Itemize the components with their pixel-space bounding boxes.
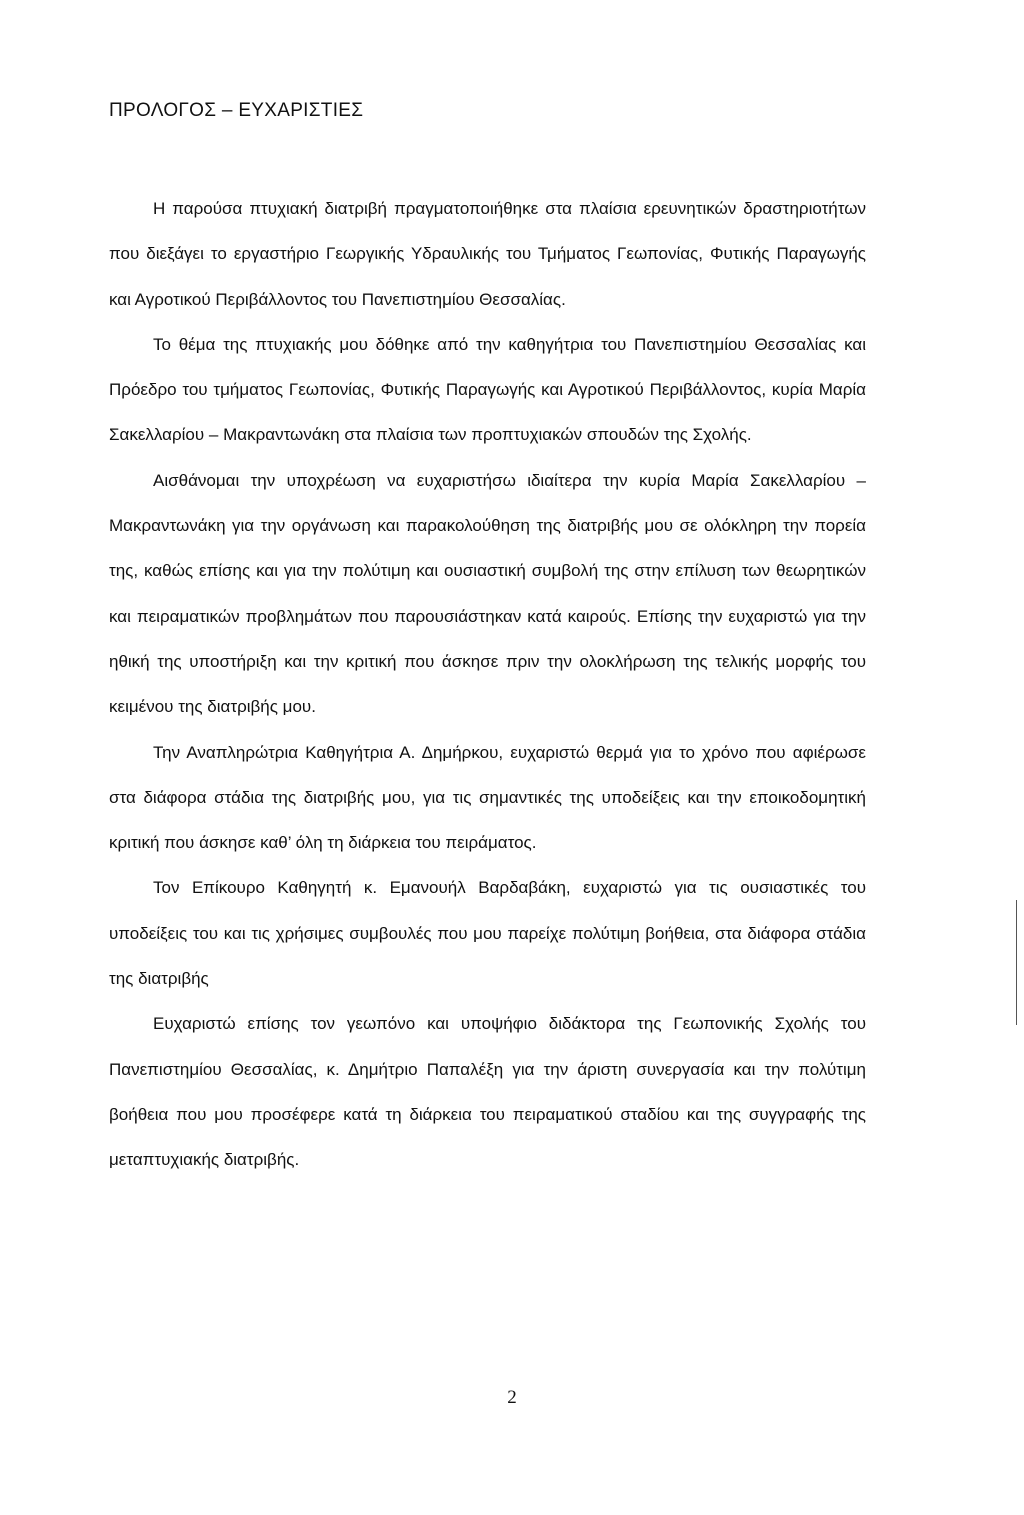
paragraph-assistant-professor-thanks: Τον Επίκουρο Καθηγητή κ. Εμανουήλ Βαρδαβάκη, ευχαριστώ για τις ουσιαστικές του υποδείξεις του και τις χρήσιμες συμβουλές που μου παρείχε πολύτιμη βοήθεια, στα διάφορα στάδια της διατριβής [109, 878, 866, 989]
paragraph-associate-professor-thanks: Την Αναπληρώτρια Καθηγήτρια Α. Δημήρκου, ευχαριστώ θερμά για το χρόνο που αφιέρωσε στα διάφορα στάδια της διατριβής μου, για τις σημαντικές της υποδείξεις και την εποικοδομητική κριτική που άσκησε καθ’ όλη τη διάρκεια του πειράματος. [109, 742, 866, 853]
page-title: ΠΡΟΛΟΓΟΣ – ΕΥΧΑΡΙΣΤΙΕΣ [109, 100, 364, 121]
paragraph-supervisor-thanks: Αισθάνομαι την υποχρέωση να ευχαριστήσω ιδιαίτερα την κυρία Μαρία Σακελλαρίου – Μακραντωνάκη για την οργάνωση και παρακολούθηση της διατριβής μου σε ολόκληρη την πορεία της, καθώς επίσης και για την πολύτιμη και ουσιαστική συμβολή της στην επίλυση των θεωρητικών και πειραματικών προβλημάτων που παρουσιάστηκαν κατά καιρούς. Επίσης την ευχαριστώ για την ηθική της υποστήριξη και την κριτική που άσκησε πριν την ολοκλήρωση της τελικής μορφής του κειμένου της διατριβής μου. [109, 470, 866, 717]
paragraph-thesis-topic: Το θέμα της πτυχιακής μου δόθηκε από την καθηγήτρια του Πανεπιστημίου Θεσσαλίας και Πρόεδρο του τμήματος Γεωπονίας, Φυτικής Παραγωγής και Αγροτικού Περιβάλλοντος, κυρία Μαρία Σακελλαρίου – Μακραντωνάκη στα πλαίσια των προπτυχιακών σπουδών της Σχολής. [109, 334, 866, 445]
document-body [109, 186, 866, 1183]
paragraph-colleague-thanks: Ευχαριστώ επίσης τον γεωπόνο και υποψήφιο διδάκτορα της Γεωπονικής Σχολής του Πανεπιστημίου Θεσσαλίας, κ. Δημήτριο Παπαλέξη για την άριστη συνεργασία και την πολύτιμη βοήθεια που μου προσέφερε κατά τη διάρκεια του πειραματικού σταδίου και της συγγραφής της μεταπτυχιακής διατριβής. [109, 1014, 866, 1170]
page-number: 2 [507, 1387, 517, 1408]
scan-margin-line [1016, 900, 1017, 1025]
paragraph-research-context: Η παρούσα πτυχιακή διατριβή πραγματοποιήθηκε στα πλαίσια ερευνητικών δραστηριοτήτων που διεξάγει το εργαστήριο Γεωργικής Υδραυλικής του Τμήματος Γεωπονίας, Φυτικής Παραγωγής και Αγροτικού Περιβάλλοντος του Πανεπιστημίου Θεσσαλίας. [109, 199, 866, 309]
